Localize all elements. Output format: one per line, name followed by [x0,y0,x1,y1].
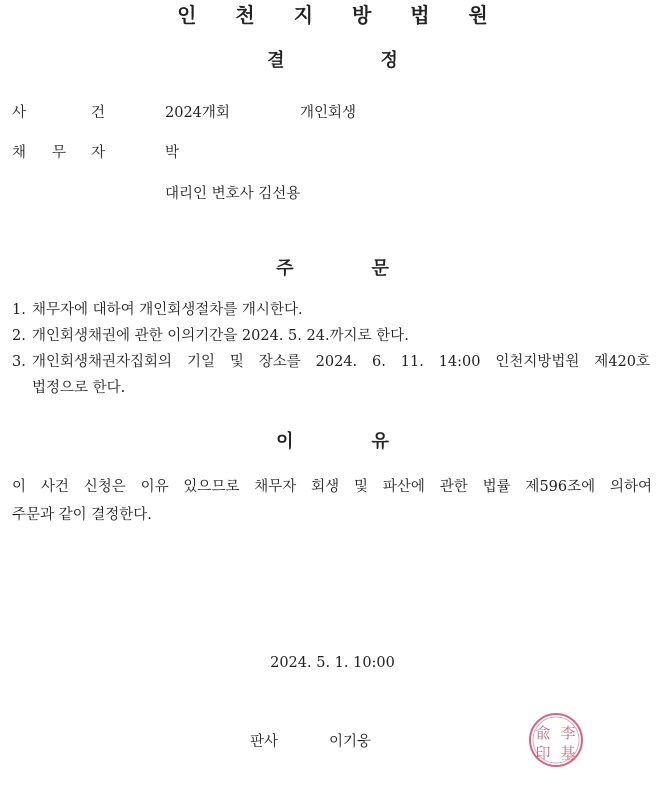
judge-title: 판사 [250,734,279,750]
debtor-label-char-2: 무 [52,145,67,161]
judge-name: 이기웅 [329,734,372,750]
debtor-agent: 대리인 변호사 김선용 [165,186,301,202]
order-item-3 [12,349,652,375]
reason-heading [0,427,665,453]
case-label-char-2: 건 [91,105,106,121]
case-label-char-1: 사 [12,105,27,121]
seal-glyph-2: 李 [560,724,576,742]
case-number: 2024개회 [165,105,230,121]
document-title [0,46,665,72]
reason-heading-char-1: 이 [276,431,294,452]
order-item-number: 1. [12,302,26,318]
order-item-text-line-2: 법정으로 한다. [32,380,126,396]
debtor-name: 박 [165,145,180,161]
case-type: 개인회생 [300,105,357,121]
judge-seal [527,711,585,769]
seal-glyph-1: 兪 [535,724,551,742]
court-name: 인 천 지 방 법 원 [177,3,504,27]
seal-glyph-4: 基 [560,744,576,762]
reason-text-line-2: 주문과 같이 결정한다. [12,507,152,523]
document-title-char-2: 정 [380,50,398,71]
reason-text-line-1: 이 사건 신청은 이유 있으므로 채무자 회생 및 파산에 관한 법률 제596조에 의하여 [12,479,652,495]
order-heading-char-2: 문 [371,258,389,279]
order-item-3-continued [32,375,632,401]
order-item-1 [12,297,652,323]
order-heading [0,254,665,280]
reason-heading-char-2: 유 [371,431,389,452]
order-item-text: 채무자에 대하여 개인회생절차를 개시한다. [32,302,303,318]
order-item-2 [12,323,652,349]
decision-date: 2024. 5. 1. 10:00 [270,655,395,671]
order-item-number: 2. [12,328,26,344]
seal-icon [527,711,585,769]
debtor-label-char-1: 채 [12,145,27,161]
order-item-number: 3. [12,354,26,370]
order-item-text: 개인회생채권에 관한 이의기간을 2024. 5. 24.까지로 한다. [32,328,409,344]
debtor-label-char-3: 자 [91,145,106,161]
order-item-text-line-1: 개인회생채권자집회의 기일 및 장소를 2024. 6. 11. 14:00 인천지방법원 제420호 [32,354,650,370]
seal-glyph-3: 印 [535,744,551,762]
document-title-char-1: 결 [267,50,285,71]
order-heading-char-1: 주 [276,258,294,279]
